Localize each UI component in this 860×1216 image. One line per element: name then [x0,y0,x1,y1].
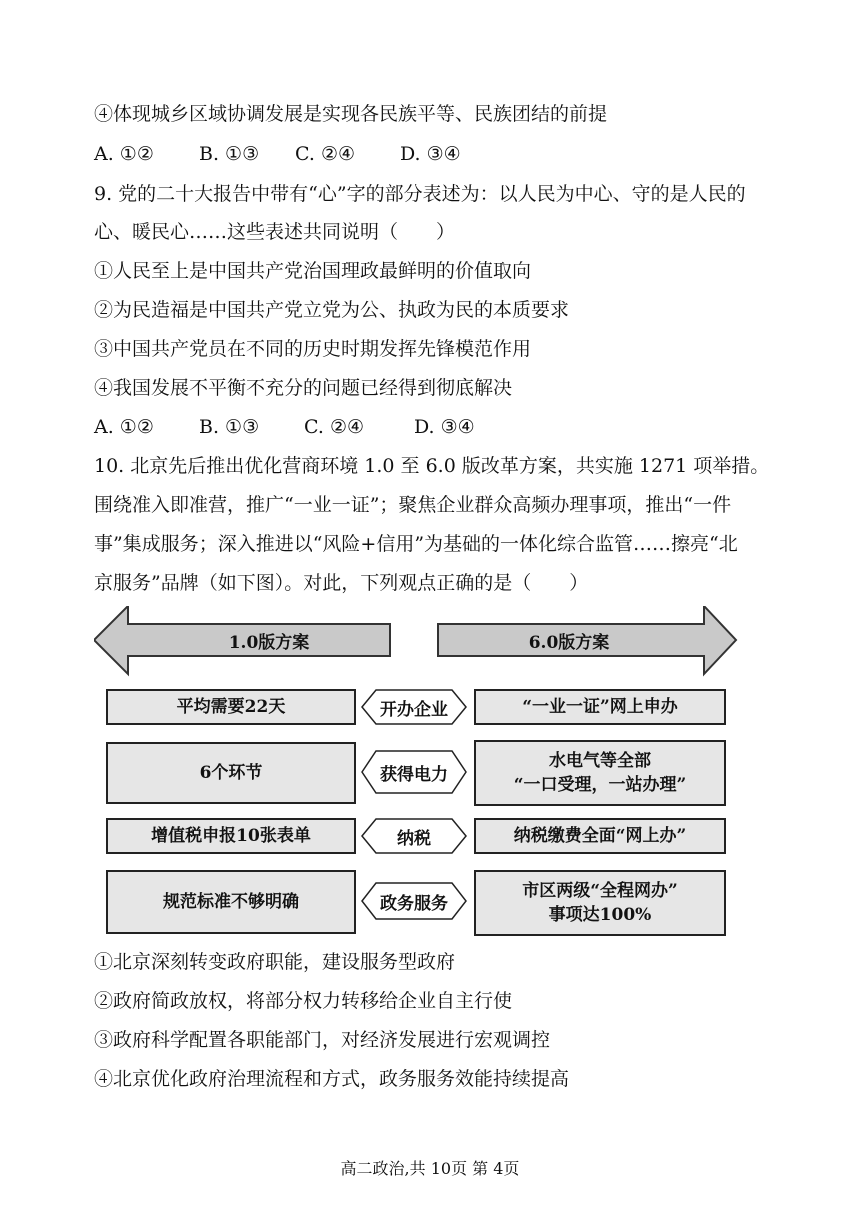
q10-item-1: ①北京深刻转变政府职能，建设服务型政府 [94,951,456,973]
q8-options [94,142,461,166]
q10-item-4: ④北京优化政府治理流程和方式，政务服务效能持续提高 [94,1068,570,1090]
row3-center-label: 纳税 [397,828,431,849]
row4-right-box [474,870,726,936]
row1-right-box [474,689,726,725]
row1-left-box: 平均需要22天 [106,689,356,725]
page-footer: 高二政治,共 10页 第 4页 [340,1159,520,1178]
q9-item-1: ①人民至上是中国共产党治国理政最鲜明的价值取向 [94,260,532,282]
q10-item-3: ③政府科学配置各职能部门，对经济发展进行宏观调控 [94,1029,551,1051]
q9-stem-line-2: 心、暖民心……这些表述共同说明（ ） [94,221,456,243]
row2-right-line-2: “一口受理，一站办理” [513,775,687,795]
q10-stem-line-4: 京服务”品牌（如下图）。对此，下列观点正确的是（ ） [94,572,589,594]
q10-item-2: ②政府简政放权，将部分权力转移给企业自主行使 [94,990,513,1012]
row4-left-box: 规范标准不够明确 [106,870,356,934]
left-arrow-label: 1.0版方案 [228,633,310,653]
row3-right-line-1: 纳税缴费全面“网上办” [513,826,687,846]
row3-left-box: 增值税申报10张表单 [106,818,356,854]
q9-option-a: A. ①② [94,416,154,438]
row1-right-line-1: “一业一证”网上申办 [522,697,678,717]
q9-item-2: ②为民造福是中国共产党立党为公、执政为民的本质要求 [94,299,570,321]
q10-stem-line-3: 事”集成服务；深入推进以“风险+信用”为基础的一体化综合监管……擦亮“北 [94,533,738,555]
row2-right-line-1: 水电气等全部 [549,751,651,771]
q9-item-4: ④我国发展不平衡不充分的问题已经得到彻底解决 [94,377,513,399]
right-arrow-label: 6.0版方案 [528,633,610,653]
q10-stem-line-2: 围绕准入即准营，推广“一业一证”；聚焦企业群众高频办理事项，推出“一件 [94,494,732,516]
row4-right-line-2: 事项达100% [548,905,652,925]
row4-right-line-1: 市区两级“全程网办” [522,881,678,901]
q9-option-c: C. ②④ [304,416,365,438]
q10-stem-line-1: 10. 北京先后推出优化营商环境 1.0 至 6.0 版改革方案，共实施 1271 项举措。 [94,455,770,477]
q8-option-d: D. ③④ [400,143,461,165]
row2-center-label: 获得电力 [380,764,448,785]
q9-stem-line-1: 9. 党的二十大报告中带有“心”字的部分表述为：以人民为中心、守的是人民的 [94,183,746,205]
q8-item-4: ④体现城乡区域协调发展是实现各民族平等、民族团结的前提 [94,103,608,125]
row3-right-box [474,818,726,854]
row2-right-box [474,740,726,806]
row1-center-label: 开办企业 [380,699,448,720]
row4-center-label: 政务服务 [380,893,448,914]
q8-option-a: A. ①② [94,143,154,165]
reform-comparison-diagram [94,606,744,946]
q9-options [94,415,475,439]
row2-left-box: 6个环节 [106,742,356,804]
q8-option-b: B. ①③ [199,143,260,165]
q8-option-c: C. ②④ [295,143,356,165]
q9-option-d: D. ③④ [414,416,475,438]
q9-item-3: ③中国共产党员在不同的历史时期发挥先锋模范作用 [94,338,532,360]
q9-option-b: B. ①③ [199,416,260,438]
